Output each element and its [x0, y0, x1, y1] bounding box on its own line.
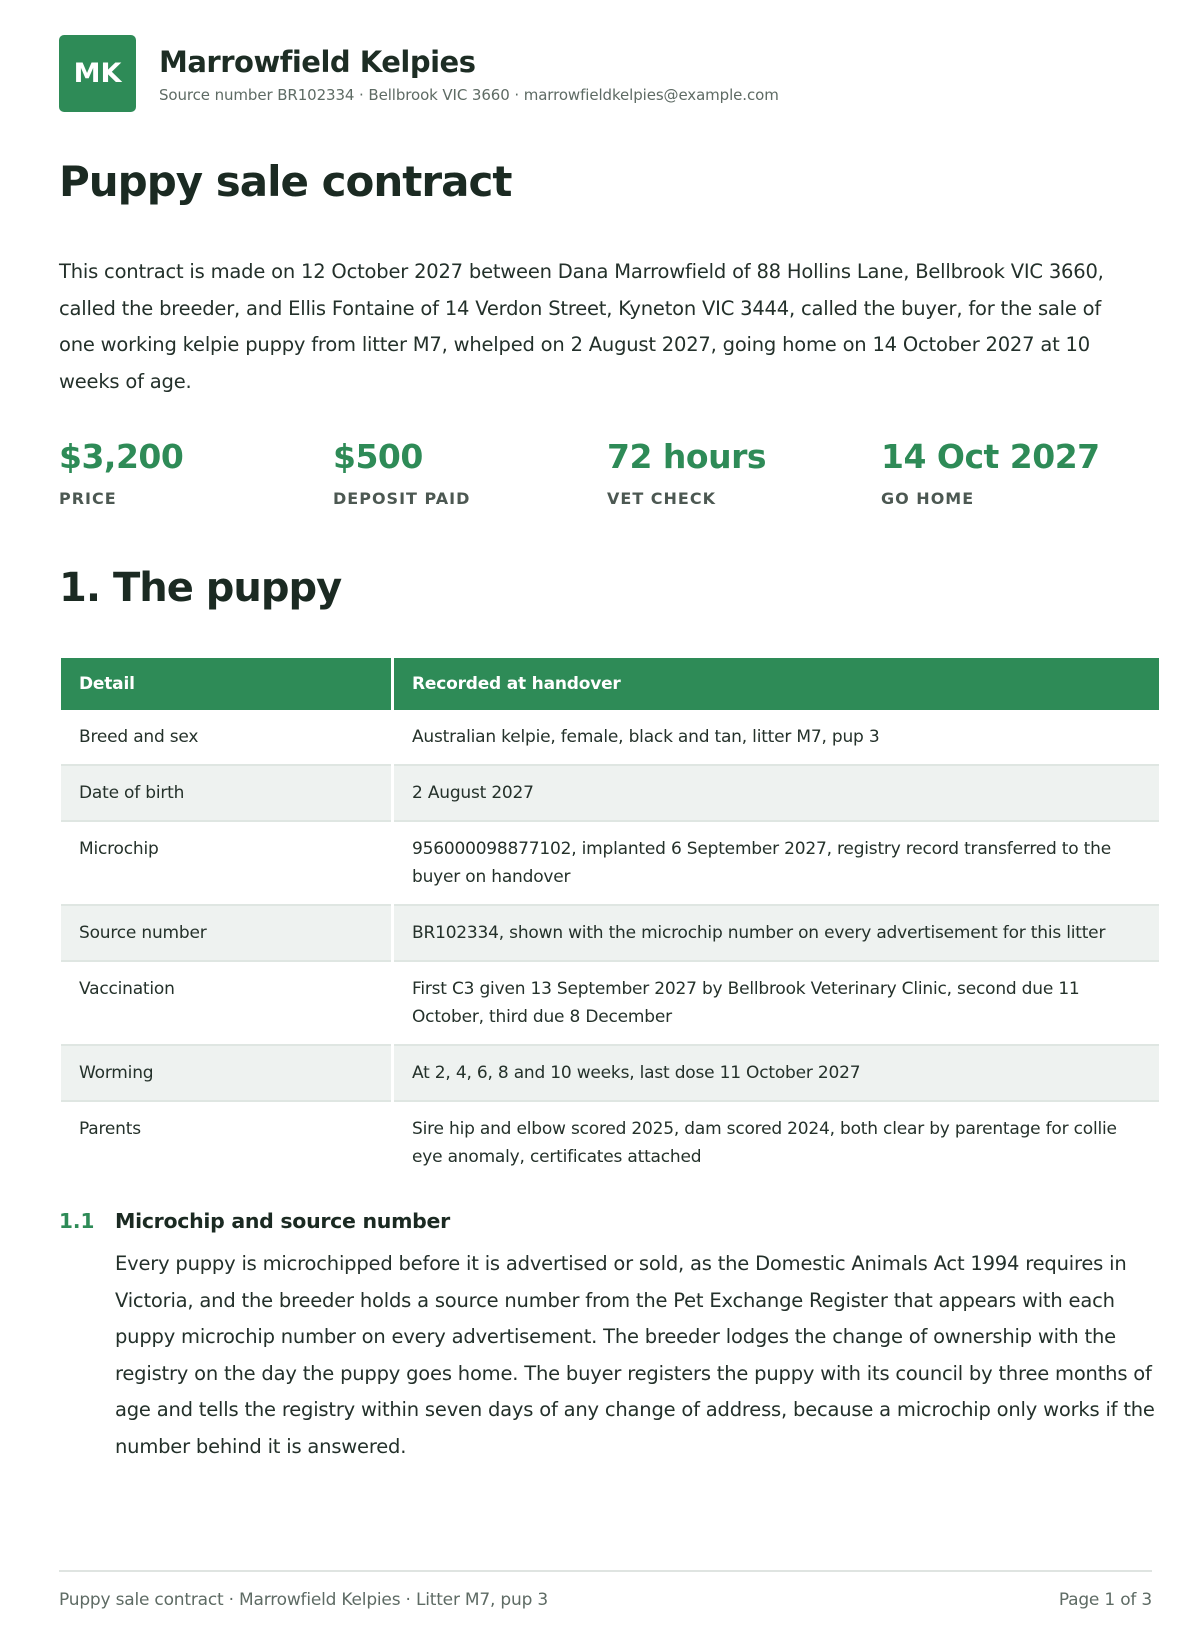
clause-number: 1.1 [59, 1209, 95, 1233]
stat-deposit [333, 435, 607, 508]
table-row [61, 961, 1159, 1045]
stat-value: 14 Oct 2027 [881, 437, 1100, 476]
row-label: Worming [61, 1045, 393, 1101]
stat-label: DEPOSIT PAID [333, 489, 471, 508]
intro-paragraph: This contract is made on 12 October 2027 between Dana Marrowfield of 88 Hollins Lane, Bellbrook VIC 3660, called the breeder, and Ellis Fontaine of 14 Verdon Street, Kyneton VIC 3444, called the buyer, for the sale of one working kelpie puppy from litter M7, whelped on 2 August 2027, going home on 14 October 2027 at 10 weeks of age. [59, 260, 1104, 393]
stat-value: $3,200 [59, 437, 184, 476]
puppy-details-table [61, 658, 1159, 1184]
row-label: Breed and sex [61, 710, 393, 765]
row-value: First C3 given 13 September 2027 by Bellbrook Veterinary Clinic, second due 11 October, third due 8 December [393, 961, 1160, 1045]
footer-document-label: Puppy sale contract · Marrowfield Kelpies · Litter M7, pup 3 [59, 1590, 549, 1610]
stat-price [59, 435, 333, 508]
brand-meta: Source number BR102334 · Bellbrook VIC 3660 · marrowfieldkelpies@example.com [159, 85, 779, 104]
table-row [61, 821, 1159, 905]
row-value: BR102334, shown with the microchip number on every advertisement for this litter [393, 905, 1160, 961]
table-row [61, 1045, 1159, 1101]
stat-value: 72 hours [607, 437, 766, 476]
stat-vet-check [607, 435, 881, 508]
stat-label: PRICE [59, 489, 117, 508]
table-row [61, 710, 1159, 765]
row-label: Vaccination [61, 961, 393, 1045]
letterhead [59, 35, 1155, 112]
row-label: Microchip [61, 821, 393, 905]
table-row [61, 1101, 1159, 1184]
section-title: 1. The puppy [59, 565, 342, 611]
document-page [59, 35, 1155, 1465]
key-figures [59, 435, 1155, 508]
row-value: Sire hip and elbow scored 2025, dam scored 2024, both clear by parentage for collie eye anomaly, certificates attached [412, 1119, 1117, 1167]
logo: MK [59, 35, 136, 112]
clause-title: Microchip and source number [115, 1209, 450, 1233]
row-label: Parents [61, 1101, 393, 1184]
column-header-recorded: Recorded at handover [393, 658, 1160, 710]
table-header-row [61, 658, 1159, 710]
brand-name: Marrowfield Kelpies [159, 44, 476, 79]
stat-go-home [881, 435, 1155, 508]
stat-value: $500 [333, 437, 423, 476]
row-label: Date of birth [61, 765, 393, 821]
row-label: Source number [61, 905, 393, 961]
row-value: At 2, 4, 6, 8 and 10 weeks, last dose 11 October 2027 [393, 1045, 1160, 1101]
column-header-detail: Detail [61, 658, 393, 710]
page-number: Page 1 of 3 [1058, 1590, 1152, 1610]
document-title: Puppy sale contract [59, 157, 512, 206]
brand-block [159, 44, 779, 104]
clause-text: Every puppy is microchipped before it is advertised or sold, as the Domestic Animals Act 1994 requires in Victoria, and the breeder holds a source number from the Pet Exchange Register that appears with each puppy microchip number on every advertisement. The breeder lodges the change of ownership with the registry on the day the puppy goes home. The buyer registers the puppy with its council by three months of age and tells the registry within seven days of any change of address, because a microchip only works if the number behind it is answered. [115, 1252, 1155, 1458]
stat-label: VET CHECK [607, 489, 716, 508]
page-footer [59, 1570, 1152, 1610]
clause-1-1 [59, 1206, 1155, 1465]
table-row [61, 905, 1159, 961]
row-value: 956000098877102, implanted 6 September 2027, registry record transferred to the buyer on handover [393, 821, 1160, 905]
row-value: 2 August 2027 [393, 765, 1160, 821]
clause-body [115, 1206, 1155, 1465]
row-value: Australian kelpie, female, black and tan, litter M7, pup 3 [393, 710, 1160, 765]
table-row [61, 765, 1159, 821]
stat-label: GO HOME [881, 489, 975, 508]
